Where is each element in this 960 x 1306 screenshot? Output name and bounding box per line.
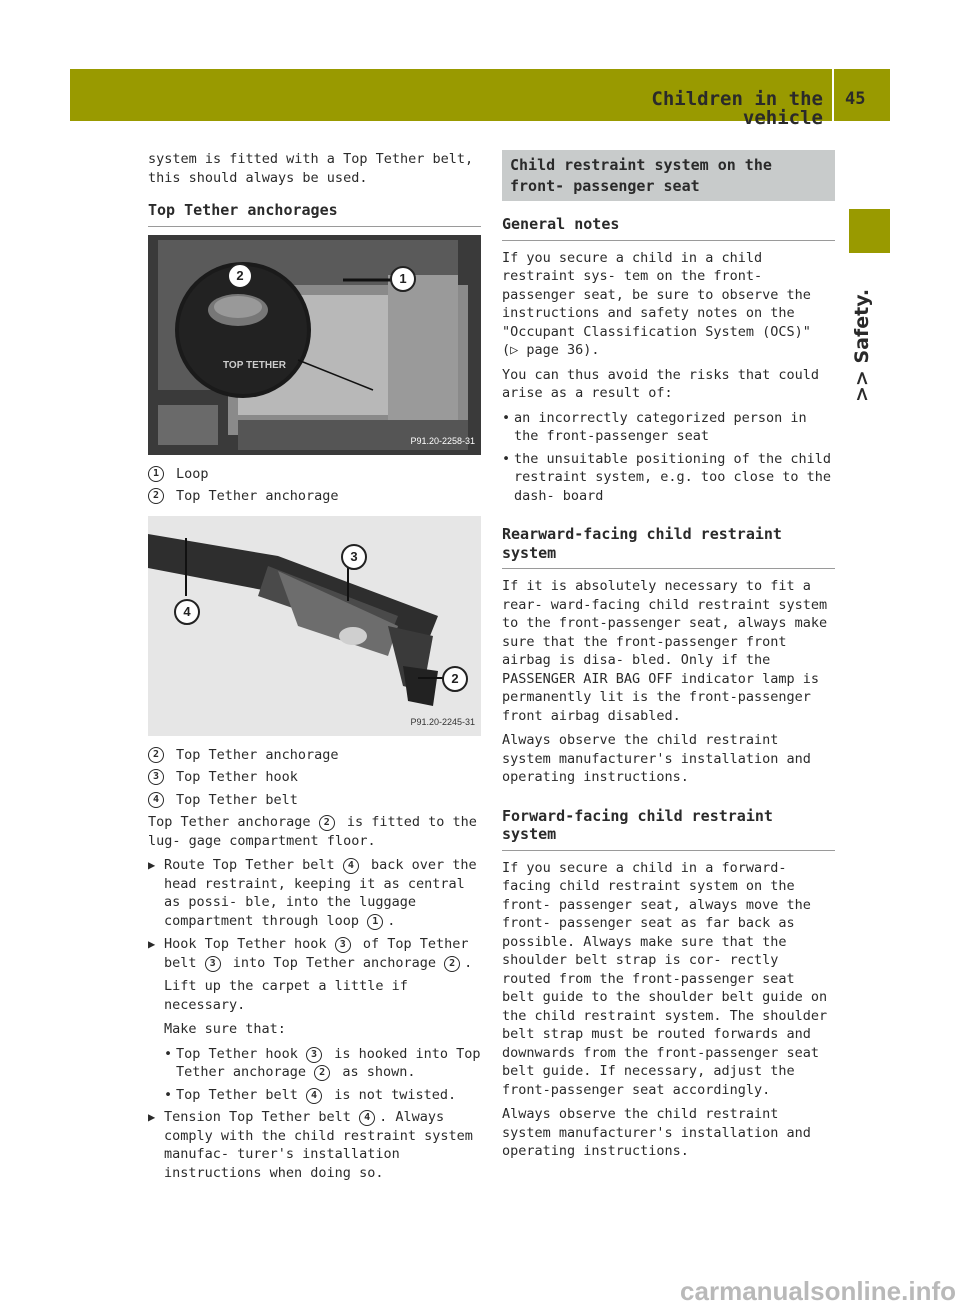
legend-row bbox=[148, 746, 481, 765]
general-paragraph-2: You can thus avoid the risks that could arise as a result of: bbox=[502, 366, 819, 401]
risk-bullet bbox=[502, 450, 835, 506]
legend-row bbox=[148, 768, 481, 787]
text-run: into Top Tether anchorage bbox=[232, 954, 436, 971]
side-tab-block bbox=[849, 209, 890, 253]
step-details bbox=[148, 977, 481, 1104]
step-arrow-icon: ▶ bbox=[148, 937, 156, 951]
heading-rearward-facing: Rearward-facing child restraint system bbox=[502, 525, 835, 569]
ref-num: 2 bbox=[319, 815, 335, 831]
forward-paragraph-2: Always observe the child restraint system manufacturer's installation and operating instructions. bbox=[502, 1106, 811, 1159]
bullet-dot: • bbox=[164, 1086, 173, 1103]
heading-general-notes: General notes bbox=[502, 215, 835, 241]
legend-label: Top Tether anchorage bbox=[176, 746, 339, 763]
ref-num: 2 bbox=[444, 956, 460, 972]
intro-text: system is fitted with a Top Tether belt, this should always be used. bbox=[148, 151, 474, 186]
legend-row bbox=[148, 465, 481, 484]
callout-2-fig1: 2 bbox=[227, 263, 253, 289]
text-run: Top Tether hook bbox=[176, 1045, 298, 1062]
step-arrow-icon: ▶ bbox=[148, 858, 156, 872]
text-run: . Always comply with the child restraint system manufac- turer's installation instructions when doing so. bbox=[164, 1109, 473, 1181]
ref-num: 3 bbox=[306, 1047, 322, 1063]
text-run: back over the head restraint, keeping it as central as possi- ble, into the luggage compartment through loop bbox=[164, 857, 477, 929]
text-run: is fitted to the lug- gage compartment floor. bbox=[148, 814, 477, 849]
ref-num: 4 bbox=[306, 1088, 322, 1104]
ref-num: 4 bbox=[359, 1110, 375, 1126]
step-text bbox=[164, 935, 481, 972]
heading-top-tether-anchorages: Top Tether anchorages bbox=[148, 201, 481, 227]
instruction-step bbox=[148, 856, 481, 930]
text-run: is hooked into Top Tether anchorage bbox=[176, 1045, 481, 1080]
right-column bbox=[502, 150, 835, 1167]
section-title-box: Child restraint system on the front- passenger seat bbox=[502, 150, 835, 201]
figure2-code: P91.20-2245-31 bbox=[410, 717, 475, 727]
make-sure-text: Make sure that: bbox=[164, 1021, 286, 1037]
text-run: as shown. bbox=[342, 1064, 416, 1080]
bullet-text: an incorrectly categorized person in the front-passenger seat bbox=[514, 409, 807, 444]
callout-2-fig2: 2 bbox=[442, 666, 468, 692]
left-column bbox=[148, 150, 481, 1187]
text-run: . bbox=[387, 912, 396, 929]
step-text bbox=[164, 1108, 481, 1182]
inset-label: TOP TETHER bbox=[223, 359, 286, 371]
callout-4-fig2: 4 bbox=[174, 599, 200, 625]
check-bullet bbox=[164, 1086, 481, 1105]
watermark: carmanualsonline.info bbox=[680, 1275, 956, 1306]
legend-label: Top Tether belt bbox=[176, 791, 298, 808]
text-run: Top Tether belt bbox=[176, 1086, 298, 1103]
legend-label: Top Tether anchorage bbox=[176, 488, 339, 504]
step-text bbox=[164, 856, 481, 930]
legend-row bbox=[148, 791, 481, 810]
text-run: Hook Top Tether hook bbox=[164, 936, 327, 952]
anchorage-paragraph bbox=[148, 813, 481, 850]
ref-num: 2 bbox=[314, 1065, 330, 1081]
bullet-text bbox=[176, 1045, 481, 1082]
callout-3-fig2: 3 bbox=[341, 544, 367, 570]
text-run: Tension Top Tether belt bbox=[164, 1109, 351, 1125]
instruction-step bbox=[148, 1108, 481, 1182]
bullet-dot: • bbox=[502, 409, 511, 426]
text-run: Top Tether anchorage bbox=[148, 814, 311, 830]
forward-paragraph-1: If you secure a child in a forward-facing child restraint system on the front- passenger seat, always move the front- passenger seat as far back as possible. Always make sure that the shoulder belt strap is cor- rectly routed from the front-passenger seat belt guide to the shoulder belt guide on the child restraint system. The shoulder belt strap must be routed forwards and downwards from the front-passenger seat belt guide. If necessary, adjust the front-passenger seat accordingly. bbox=[502, 859, 828, 1098]
instruction-step bbox=[148, 935, 481, 972]
risk-bullet bbox=[502, 409, 835, 446]
figure1-code: P91.20-2258-31 bbox=[410, 436, 475, 446]
check-bullet bbox=[164, 1045, 481, 1082]
rearward-paragraph-2: Always observe the child restraint system manufacturer's installation and operating instructions. bbox=[502, 732, 811, 785]
rear-cargo-photo bbox=[148, 235, 481, 455]
general-paragraph-1: If you secure a child in a child restraint sys- tem on the front-passenger seat, be sure to observe the instructions and safety notes on the "Occupant Classification System (OCS)" (▷ page 36). bbox=[502, 249, 811, 358]
ref-num: 3 bbox=[205, 956, 221, 972]
text-run: . bbox=[464, 954, 473, 971]
bullet-dot: • bbox=[164, 1045, 173, 1062]
legend-label: Top Tether hook bbox=[176, 769, 298, 785]
side-tab-label: >> Safety. bbox=[851, 288, 873, 402]
ref-num: 1 bbox=[367, 914, 383, 930]
legend-num: 3 bbox=[148, 769, 164, 785]
figure-anchorages bbox=[148, 235, 481, 455]
callout-1-fig1: 1 bbox=[390, 266, 416, 292]
text-run: Route Top Tether belt bbox=[164, 857, 335, 873]
tether-hook-photo bbox=[148, 516, 481, 736]
lift-carpet-text: Lift up the carpet a little if necessary. bbox=[164, 978, 408, 1013]
chapter-title: Children in the vehicle bbox=[651, 88, 823, 129]
legend-figure1 bbox=[148, 465, 481, 506]
step-arrow-icon: ▶ bbox=[148, 1110, 156, 1124]
bullet-dot: • bbox=[502, 450, 511, 467]
text-run: of Top Tether belt bbox=[164, 936, 469, 971]
legend-label: Loop bbox=[176, 465, 209, 482]
text-run: is not twisted. bbox=[334, 1086, 457, 1103]
legend-row bbox=[148, 487, 481, 506]
legend-num: 4 bbox=[148, 792, 164, 808]
ref-num: 3 bbox=[335, 937, 351, 953]
legend-num: 1 bbox=[148, 466, 164, 482]
legend-num: 2 bbox=[148, 488, 164, 504]
bullet-text bbox=[176, 1086, 456, 1105]
legend-figure2 bbox=[148, 746, 481, 810]
header-divider bbox=[832, 69, 834, 121]
heading-forward-facing: Forward-facing child restraint system bbox=[502, 807, 835, 851]
page-number: 45 bbox=[845, 89, 866, 109]
ref-num: 4 bbox=[343, 858, 359, 874]
figure-hook bbox=[148, 516, 481, 736]
bullet-text: the unsuitable positioning of the child restraint system, e.g. too close to the dash- board bbox=[514, 450, 831, 504]
rearward-paragraph-1: If it is absolutely necessary to fit a rear- ward-facing child restraint system to the front-passenger seat, always make sure that the front-passenger front airbag is disa- bled. Only if the PASSENGER AIR BAG OFF indicator lamp is permanently lit is the front-passenger front airbag disabled. bbox=[502, 578, 828, 724]
legend-num: 2 bbox=[148, 747, 164, 763]
